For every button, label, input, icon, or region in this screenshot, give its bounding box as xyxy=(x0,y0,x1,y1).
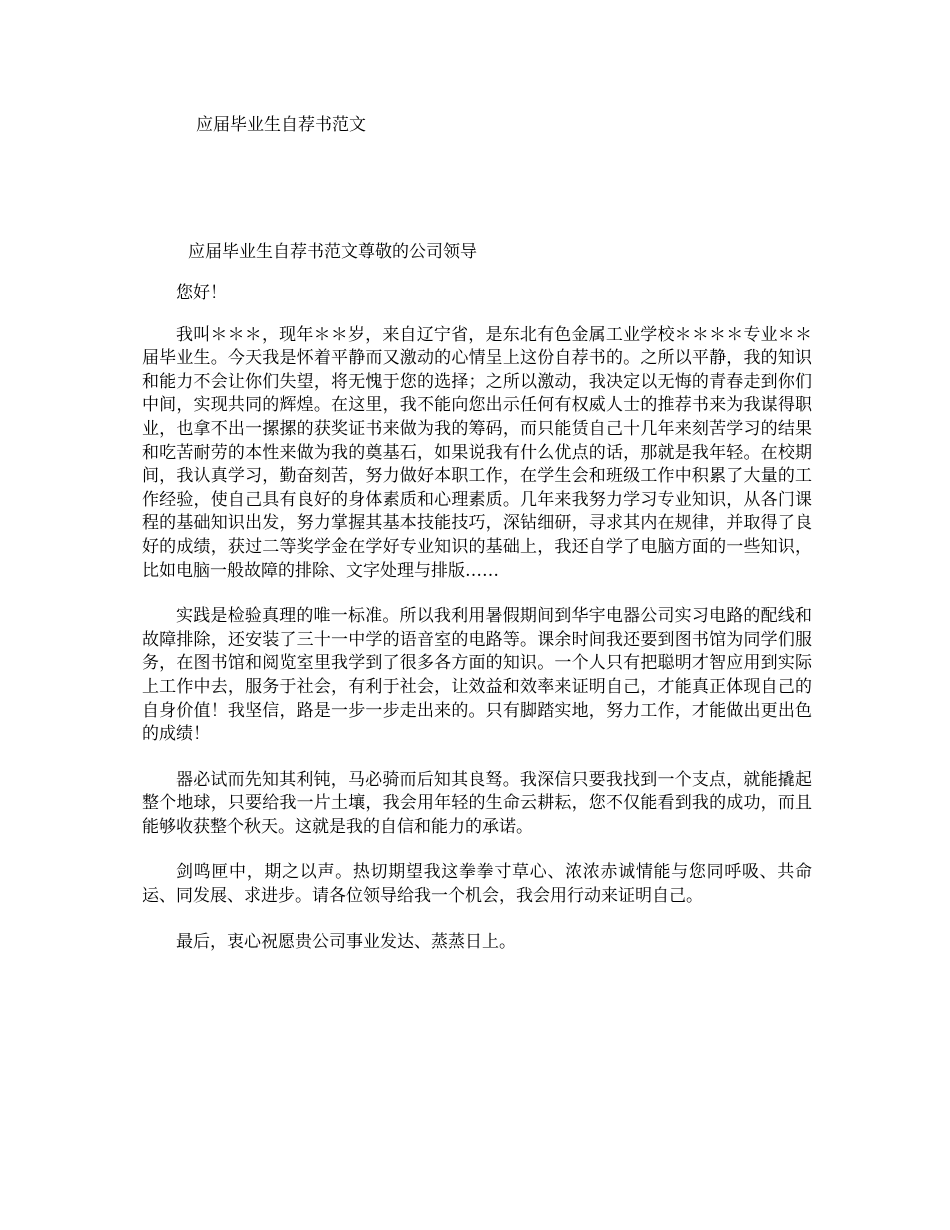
paragraph-confidence: 器必试而先知其利钝，马必骑而后知其良驽。我深信只要我找到一个支点，就能撬起整个地球，只要给我一片土壤，我会用年轻的生命云耕耘，您不仅能看到我的成功，而且能够收获整个秋天。这就是我的自信和能力的承诺。 xyxy=(142,769,812,837)
document-title: 应届毕业生自荐书范文 xyxy=(196,115,366,135)
greeting: 您好！ xyxy=(176,283,227,303)
letter-heading: 应届毕业生自荐书范文尊敬的公司领导 xyxy=(188,242,477,262)
paragraph-closing: 最后，衷心祝愿贵公司事业发达、蒸蒸日上。 xyxy=(176,931,516,952)
paragraph-request: 剑鸣匣中，期之以声。热切期望我这拳拳寸草心、浓浓赤诚情能与您同呼吸、共命运、同发展、求进步。请各位领导给我一个机会，我会用行动来证明自己。 xyxy=(142,862,812,907)
paragraph-practice: 实践是检验真理的唯一标准。所以我利用暑假期间到华宇电器公司实习电路的配线和故障排除，还安装了三十一中学的语音室的电路等。课余时间我还要到图书馆为同学们服务，在图书馆和阅览室里我学到了很多各方面的知识。一个人只有把聪明才智应用到实际上工作中去，服务于社会，有利于社会，让效益和效率来证明自己，才能真正体现自己的自身价值！我坚信，路是一步一步走出来的。只有脚踏实地，努力工作，才能做出更出色的成绩！ xyxy=(142,606,812,745)
letter-body xyxy=(142,282,812,976)
paragraph-introduction: 我叫＊＊＊，现年＊＊岁，来自辽宁省，是东北有色金属工业学校＊＊＊＊专业＊＊届毕业生。今天我是怀着平静而又激动的心情呈上这份自荐书的。之所以平静，我的知识和能力不会让你们失望，将无愧于您的选择；之所以激动，我决定以无悔的青春走到你们中间，实现共同的辉煌。在这里，我不能向您出示任何有权威人士的推荐书来为我谋得职业，也拿不出一摞摞的获奖证书来做为我的筹码，而只能赁自己十几年来刻苦学习的结果和吃苦耐劳的本性来做为我的奠基石，如果说我有什么优点的话，那就是我年轻。在校期间，我认真学习，勤奋刻苦，努力做好本职工作，在学生会和班级工作中积累了大量的工作经验，使自己具有良好的身体素质和心理素质。几年来我努力学习专业知识，从各门课程的基础知识出发，努力掌握其基本技能技巧，深钻细研，寻求其内在规律，并取得了良好的成绩，获过二等奖学金在学好专业知识的基础上，我还自学了电脑方面的一些知识，比如电脑一般故障的排除、文字处理与排版…… xyxy=(142,324,812,581)
